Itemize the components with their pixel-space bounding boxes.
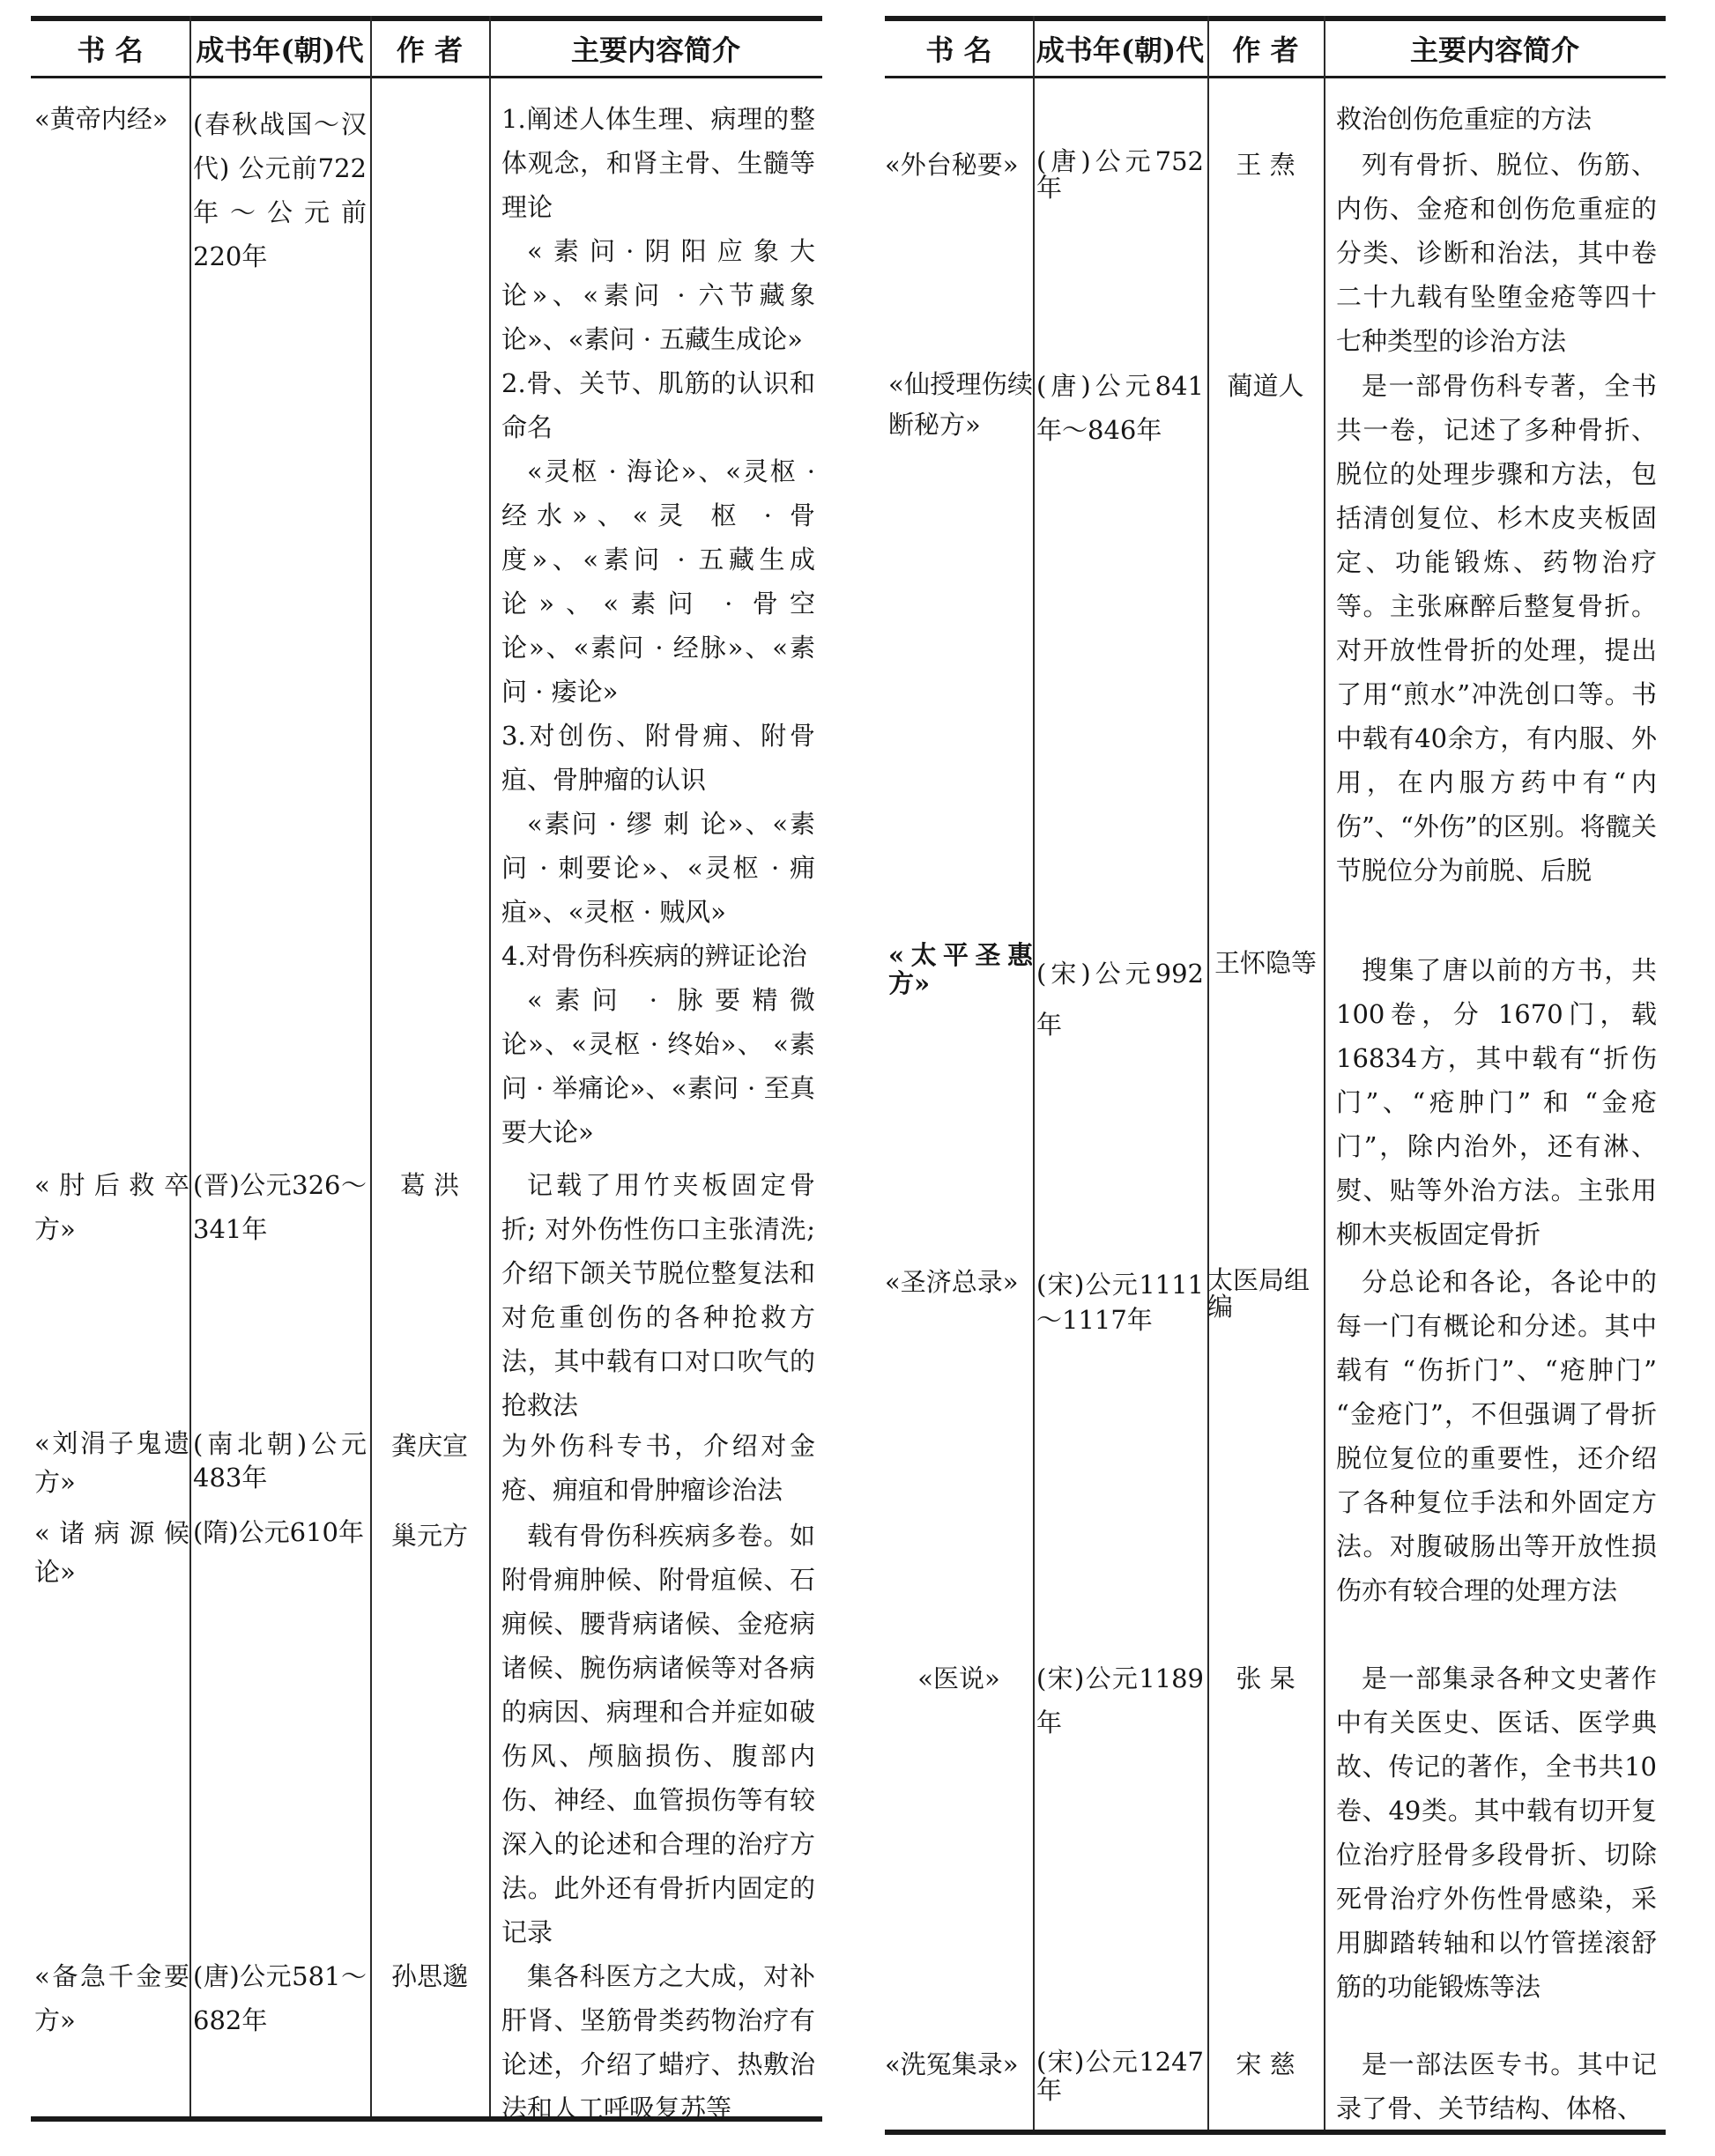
author-cell: 张 杲 [1236, 1663, 1296, 1693]
summary-cell [1336, 97, 1657, 141]
summary-cell [501, 1424, 815, 1512]
summary-cell [1336, 1260, 1657, 1612]
era-cell: (唐)公元841年～846年 [1036, 371, 1204, 445]
header-book: 书 名 [925, 33, 992, 67]
author-cell: 王怀隐等 [1214, 948, 1317, 978]
summary-paragraph: 分总论和各论，各论中的每一门有概论和分述。其中载有 “伤折门”、“疮肿门” “金疮门”，不但强调了骨折脱位复位的重要性，还介绍了各种复位手法和外固定方法。对腹破肠出等开放性损伤亦有较合理的处理方法 [1336, 1267, 1657, 1605]
book-title: «圣济总录» [885, 1267, 1019, 1297]
book-title: «洗冤集录» [885, 2049, 1019, 2079]
book-title: «医说» [917, 1663, 1000, 1693]
header-era: 成书年(朝)代 [196, 33, 364, 67]
summary-paragraph: 记载了用竹夹板固定骨折; 对外伤性伤口主张清洗; 介绍下颌关节脱位整复法和对危重创伤的各种抢救方法，其中载有口对口吹气的抢救法 [501, 1170, 815, 1420]
summary-cell [501, 97, 815, 1154]
summary-cell [501, 1163, 815, 1427]
header-author: 作 者 [396, 33, 464, 67]
summary-cell [501, 1954, 815, 2130]
column-divider [1207, 16, 1209, 2130]
author-cell: 巢元方 [390, 1521, 468, 1551]
column-divider [1033, 16, 1035, 2130]
summary-paragraph: 4.对骨伤科疾病的辨证论治 [501, 941, 807, 971]
book-title: «太平圣惠方» [888, 940, 1033, 998]
summary-paragraph: 集各科医方之大成，对补肝肾、坚筋骨类药物治疗有论述，介绍了蜡疗、热敷治法和人工呼吸复苏等 [501, 1961, 815, 2123]
summary-paragraph: 救治创伤危重症的方法 [1336, 104, 1592, 134]
summary-paragraph: «灵枢 · 海论»、«灵枢 · 经水»、«灵 枢 · 骨 度»、«素问 · 五藏生成论»、«素问 · 骨空论»、«素问 · 经脉»、«素问 · 痿论» [501, 456, 815, 707]
book-title: «黄帝内经» [34, 104, 168, 134]
era-cell: (唐)公元581～682年 [193, 1961, 367, 2035]
summary-paragraph: 搜集了唐以前的方书，共100卷，分 1670门，载16834方，其中载有“折伤门”、“疮肿门” 和 “金疮门”，除内治外，还有淋、熨、贴等外治方法。主张用柳木夹板固定骨折 [1336, 955, 1657, 1249]
author-cell: 宋 慈 [1236, 2049, 1296, 2079]
summary-paragraph: «素问 · 缪 刺 论»、«素问 · 刺要论»、«灵枢 · 痈疽»、«灵枢 · 贼风» [501, 809, 815, 927]
header-book: 书 名 [77, 33, 144, 67]
author-cell: 蔺道人 [1227, 371, 1304, 401]
era-cell: (隋)公元610年 [193, 1517, 364, 1547]
summary-cell [1336, 2042, 1657, 2130]
era-cell: (南北朝)公元483年 [193, 1429, 367, 1493]
column-divider [1324, 16, 1325, 2130]
book-title: «诸病源候论» [34, 1518, 189, 1587]
summary-paragraph: «素问 · 脉要精微论»、«灵枢 · 终始»、 «素问 · 举痛论»、«素问 · 至真要大论» [501, 985, 815, 1147]
top-rule [31, 16, 822, 21]
book-title: «刘涓子鬼遗方» [34, 1428, 189, 1497]
era-cell: (春秋战国～汉代) 公元前722 年～公元前220年 [193, 109, 367, 271]
column-divider [370, 16, 372, 2116]
header-summary: 主要内容简介 [1409, 33, 1579, 67]
era-cell: (晋)公元326～341年 [193, 1170, 367, 1244]
book-title: «肘后救卒方» [34, 1170, 189, 1244]
column-divider [489, 16, 491, 2116]
author-cell: 葛 洪 [399, 1170, 460, 1200]
summary-paragraph: 3.对创伤、附骨痈、附骨疽、骨肿瘤的认识 [501, 721, 815, 795]
summary-paragraph: 载有骨伤科疾病多卷。如附骨痈肿候、附骨疽候、石痈候、腰背病诸候、金疮病诸候、腕伤病诸候等对各病的病因、病理和合并症如破伤风、颅脑损伤、腹部内伤、神经、血管损伤等有较深入的论述和合理的治疗方法。此外还有骨折内固定的记录 [501, 1521, 815, 1947]
header-rule [885, 76, 1666, 78]
book-title: «仙授理伤续断秘方» [888, 369, 1033, 440]
book-title: «备急千金要方» [34, 1961, 189, 2035]
summary-cell [501, 1514, 815, 1954]
era-cell: (宋)公元1247年 [1036, 2047, 1204, 2105]
author-cell: 太医局组编 [1207, 1265, 1310, 1322]
summary-paragraph: 为外伤科专书，介绍对金疮、痈疽和骨肿瘤诊治法 [501, 1431, 815, 1505]
era-cell: (宋)公元992年 [1036, 959, 1204, 1040]
summary-paragraph: 列有骨折、脱位、伤筋、内伤、金疮和创伤危重症的分类、诊断和治法，其中卷二十九载有坠堕金疮等四十七种类型的诊治方法 [1336, 150, 1657, 356]
author-cell: 龚庆宣 [390, 1431, 468, 1461]
summary-cell [1336, 948, 1657, 1256]
summary-paragraph: «素问·阴阳应象大论»、«素问 · 六节藏象论»、«素问 · 五藏生成论» [501, 236, 815, 354]
book-title: «外台秘要» [885, 150, 1019, 180]
summary-cell [1336, 1656, 1657, 2009]
summary-paragraph: 1.阐述人体生理、病理的整体观念，和肾主骨、生髓等理论 [501, 104, 815, 222]
era-cell: (宋)公元1111～1117年 [1036, 1270, 1204, 1335]
author-cell: 孙思邈 [390, 1961, 468, 1991]
author-cell: 王 焘 [1236, 150, 1296, 180]
summary-cell [1336, 143, 1657, 363]
header-rule [31, 76, 822, 78]
summary-paragraph: 是一部集录各种文史著作中有关医史、医话、医学典故、传记的著作，全书共10卷、49类。其中载有切开复位治疗胫骨多段骨折、切除死骨治疗外伤性骨感染，采用脚踏转轴和以竹管搓滚舒筋的功能锻炼等法 [1336, 1663, 1657, 2002]
summary-paragraph: 2.骨、关节、肌筋的认识和命名 [501, 368, 815, 442]
column-divider [189, 16, 191, 2116]
header-era: 成书年(朝)代 [1036, 33, 1205, 67]
summary-cell [1336, 364, 1657, 893]
summary-paragraph: 是一部法医专书。其中记录了骨、关节结构、体格、 [1336, 2049, 1657, 2123]
header-summary: 主要内容简介 [570, 33, 740, 67]
top-rule [885, 16, 1666, 21]
summary-paragraph: 是一部骨伤科专著，全书共一卷，记述了多种骨折、脱位的处理步骤和方法，包括清创复位、杉木皮夹板固定、功能锻炼、药物治疗等。主张麻醉后整复骨折。对开放性骨折的处理，提出了用“煎水”冲洗创口等。书中载有40余方，有内服、外用，在内服方药中有“内伤”、“外伤”的区别。将髋关节脱位分为前脱、后脱 [1336, 371, 1657, 885]
era-cell: (唐)公元752年 [1036, 146, 1204, 203]
era-cell: (宋)公元1189年 [1036, 1663, 1204, 1737]
header-author: 作 者 [1232, 33, 1299, 67]
